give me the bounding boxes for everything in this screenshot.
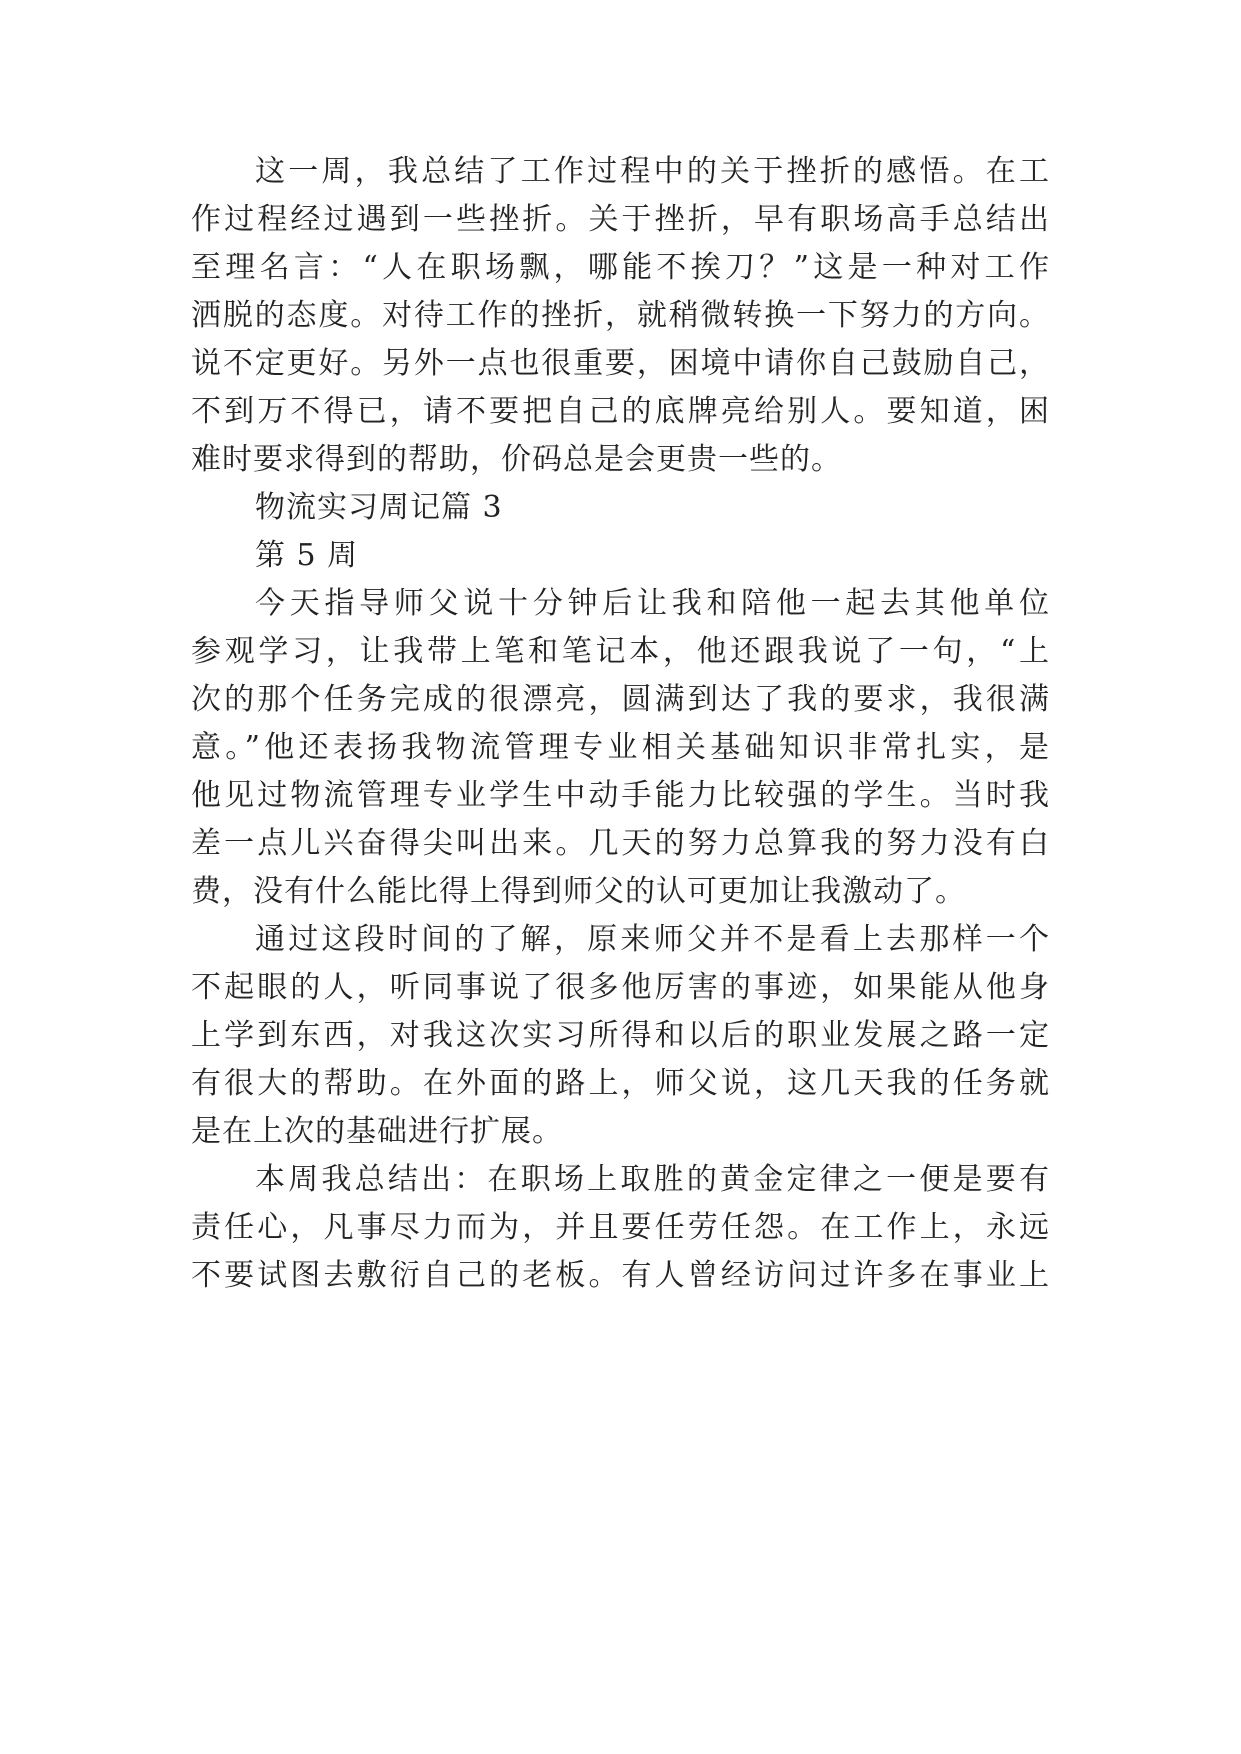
paragraph-line: 至理名言：“人在职场飘，哪能不挨刀？”这是一种对工作 bbox=[191, 250, 1050, 285]
paragraph-line: 难时要求得到的帮助，价码总是会更贵一些的。 bbox=[191, 442, 842, 477]
paragraph-line: 参观学习，让我带上笔和笔记本，他还跟我说了一句，“上 bbox=[191, 634, 1050, 669]
paragraph-line: 不要试图去敷衍自己的老板。有人曾经访问过许多在事业上 bbox=[191, 1258, 1050, 1293]
paragraph-line: 责任心，凡事尽力而为，并且要任劳任怨。在工作上，永远 bbox=[191, 1210, 1050, 1245]
paragraph-line: 意。”他还表扬我物流管理专业相关基础知识非常扎实，是 bbox=[191, 730, 1050, 765]
week-label: 第 5 周 bbox=[255, 538, 359, 573]
paragraph-line: 是在上次的基础进行扩展。 bbox=[191, 1114, 563, 1149]
paragraph-line: 说不定更好。另外一点也很重要，困境中请你自己鼓励自己， bbox=[191, 346, 1050, 381]
paragraph-line: 通过这段时间的了解，原来师父并不是看上去那样一个 bbox=[255, 922, 1050, 957]
paragraph-line: 作过程经过遇到一些挫折。关于挫折，早有职场高手总结出 bbox=[191, 202, 1050, 237]
paragraph-line: 不起眼的人，听同事说了很多他厉害的事迹，如果能从他身 bbox=[191, 970, 1050, 1005]
paragraph-line: 本周我总结出：在职场上取胜的黄金定律之一便是要有 bbox=[255, 1162, 1050, 1197]
paragraph-line: 不到万不得已，请不要把自己的底牌亮给别人。要知道，困 bbox=[191, 394, 1050, 429]
paragraph-line: 费，没有什么能比得上得到师父的认可更加让我激动了。 bbox=[191, 874, 966, 909]
paragraph-line: 洒脱的态度。对待工作的挫折，就稍微转换一下努力的方向。 bbox=[191, 298, 1050, 333]
paragraph-line: 上学到东西，对我这次实习所得和以后的职业发展之路一定 bbox=[191, 1018, 1050, 1053]
paragraph-line: 次的那个任务完成的很漂亮，圆满到达了我的要求，我很满 bbox=[191, 682, 1050, 717]
paragraph-line: 有很大的帮助。在外面的路上，师父说，这几天我的任务就 bbox=[191, 1066, 1050, 1101]
section-heading: 物流实习周记篇 3 bbox=[255, 490, 503, 525]
paragraph-line: 他见过物流管理专业学生中动手能力比较强的学生。当时我 bbox=[191, 778, 1050, 813]
paragraph-line: 今天指导师父说十分钟后让我和陪他一起去其他单位 bbox=[255, 586, 1050, 621]
paragraph-line: 差一点儿兴奋得尖叫出来。几天的努力总算我的努力没有白 bbox=[191, 826, 1050, 861]
paragraph-line: 这一周，我总结了工作过程中的关于挫折的感悟。在工 bbox=[255, 154, 1050, 189]
